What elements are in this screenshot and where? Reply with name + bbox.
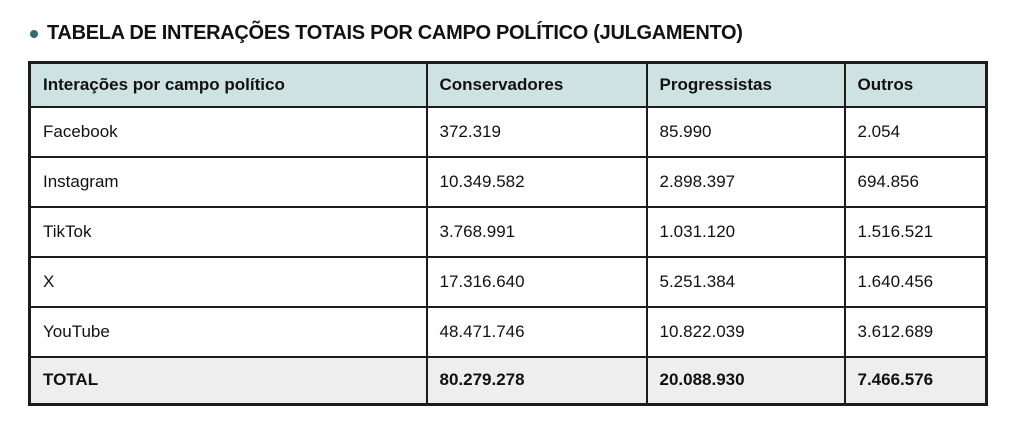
column-header-progressistas: Progressistas [647, 63, 845, 107]
total-label: TOTAL [30, 357, 427, 405]
row-label: TikTok [30, 207, 427, 257]
interactions-table [28, 61, 988, 406]
cell-value: 48.471.746 [427, 307, 647, 357]
cell-value: 17.316.640 [427, 257, 647, 307]
cell-value: 3.612.689 [845, 307, 987, 357]
row-label: Facebook [30, 107, 427, 157]
cell-value: 2.898.397 [647, 157, 845, 207]
table-row-instagram [30, 157, 987, 207]
cell-value: 694.856 [845, 157, 987, 207]
total-value: 7.466.576 [845, 357, 987, 405]
table-row-total [30, 357, 987, 405]
cell-value: 85.990 [647, 107, 845, 157]
cell-value: 1.031.120 [647, 207, 845, 257]
column-header-conservadores: Conservadores [427, 63, 647, 107]
cell-value: 5.251.384 [647, 257, 845, 307]
cell-value: 10.349.582 [427, 157, 647, 207]
cell-value: 2.054 [845, 107, 987, 157]
column-header-outros: Outros [845, 63, 987, 107]
cell-value: 372.319 [427, 107, 647, 157]
row-label: X [30, 257, 427, 307]
table-row-x [30, 257, 987, 307]
section-title-row [30, 22, 985, 45]
cell-value: 10.822.039 [647, 307, 845, 357]
bullet-icon [30, 30, 38, 38]
row-label: Instagram [30, 157, 427, 207]
column-header-campo: Interações por campo político [30, 63, 427, 107]
table-header [30, 63, 987, 107]
table-row-tiktok [30, 207, 987, 257]
total-value: 80.279.278 [427, 357, 647, 405]
cell-value: 1.516.521 [845, 207, 987, 257]
cell-value: 1.640.456 [845, 257, 987, 307]
row-label: YouTube [30, 307, 427, 357]
table-body [30, 107, 987, 405]
total-value: 20.088.930 [647, 357, 845, 405]
table-row-youtube [30, 307, 987, 357]
page-title: TABELA DE INTERAÇÕES TOTAIS POR CAMPO POLÍTICO (JULGAMENTO) [47, 22, 743, 44]
table-row-facebook [30, 107, 987, 157]
header-row [30, 63, 987, 107]
cell-value: 3.768.991 [427, 207, 647, 257]
